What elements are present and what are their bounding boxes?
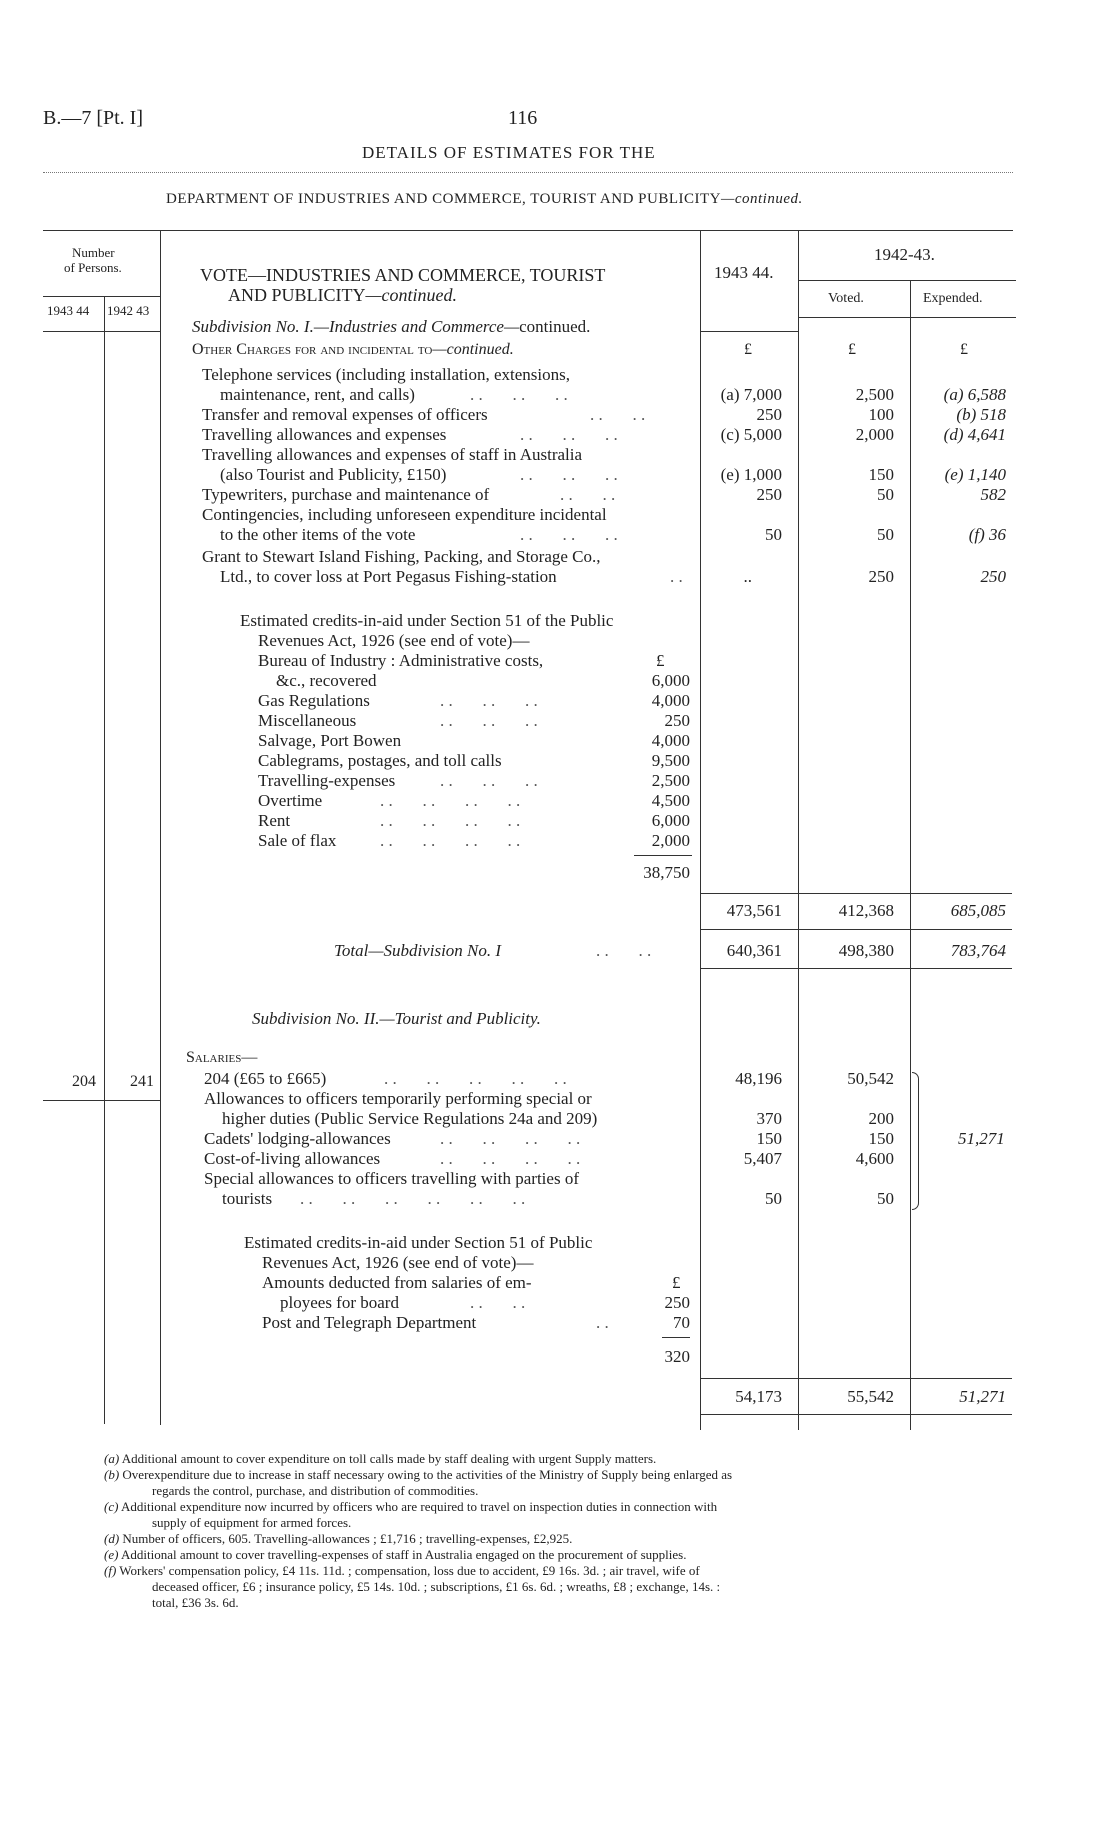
- header-rule: [43, 172, 1013, 173]
- expended-value: (f) 36: [968, 525, 1006, 544]
- subtotal-expended: 685,085: [950, 901, 1006, 920]
- voted-value: 50: [877, 485, 894, 504]
- vote-title: VOTE—INDUSTRIES AND COMMERCE, TOURIST: [200, 265, 606, 285]
- leader-dots: . . . .: [560, 485, 616, 504]
- credit-label: Rent: [258, 811, 291, 830]
- item-label: Telephone services (including installation, extensions,: [202, 365, 570, 384]
- estimate-1943-header: 1943 44.: [714, 263, 774, 282]
- total-2-top-rule: [700, 1378, 1012, 1379]
- estimate-value: ..: [743, 567, 752, 586]
- leader-dots: . . . . . .: [470, 385, 568, 404]
- credit-amount: 4,500: [651, 791, 690, 810]
- persons-1943: 204: [72, 1073, 96, 1090]
- salaries-heading: Salaries—: [186, 1049, 258, 1066]
- estimate-header-bottom-rule: [700, 331, 798, 332]
- estimate-value: (a) 7,000: [720, 385, 782, 404]
- credit-label: Travelling-expenses: [258, 771, 396, 790]
- credits-pound-sign: £: [656, 651, 665, 670]
- credit-amount: 2,500: [651, 771, 690, 790]
- voted-value: 150: [868, 465, 894, 484]
- voted-value: 50: [877, 525, 894, 544]
- footnote-a: (a) Additional amount to cover expenditure on toll calls made by staff dealing with urgent Supply matters.: [104, 1451, 657, 1466]
- leader-dots: . . . . . . . .: [440, 1129, 581, 1148]
- credits-post-label: Post and Telegraph Department: [262, 1313, 477, 1332]
- footnote-c: (c) Additional expenditure now incurred by officers who are required to travel on inspection duties in connection with: [104, 1499, 718, 1514]
- credits-post-amount: 70: [673, 1313, 690, 1332]
- credit-label: Sale of flax: [258, 831, 337, 850]
- document-reference: B.—7 [Pt. I]: [43, 107, 143, 129]
- voted-value: 250: [868, 567, 894, 586]
- estimate-value: 50: [765, 525, 782, 544]
- leader-dots: . .: [670, 567, 683, 586]
- credits-bureau: Bureau of Industry : Administrative costs,: [258, 651, 544, 670]
- persons-1943-header: 1943 44: [47, 303, 90, 318]
- number-of-persons-header-2: of Persons.: [64, 260, 122, 275]
- credits-intro: Estimated credits-in-aid under Section 51 of the Public: [240, 611, 614, 630]
- voted-value: 4,600: [855, 1149, 894, 1168]
- expended-value: (b) 518: [956, 405, 1006, 424]
- leader-dots: . . . .: [470, 1293, 526, 1312]
- item-label: Contingencies, including unforeseen expenditure incidental: [202, 505, 607, 524]
- credits-total: 38,750: [643, 863, 690, 882]
- table-top-rule: [43, 230, 1013, 231]
- sub2-expended-value: 51,271: [958, 1129, 1005, 1148]
- subtotal-bottom-rule: [700, 929, 1012, 930]
- total-voted: 498,380: [838, 941, 894, 960]
- total-1-bottom-rule: [700, 968, 1012, 969]
- leader-dots: . . . . . . . .: [380, 791, 521, 810]
- expended-value: 250: [980, 567, 1006, 586]
- estimate-value: 250: [756, 485, 782, 504]
- persons-rule: [43, 1100, 160, 1101]
- voted-value: 200: [868, 1109, 894, 1128]
- leader-dots: . . . . . . . .: [440, 1149, 581, 1168]
- item-label: Cadets' lodging-allowances: [204, 1129, 391, 1148]
- item-label: Special allowances to officers travelling with parties of: [204, 1169, 579, 1188]
- expended-brace: [912, 1072, 919, 1210]
- persons-header-bottom-rule: [43, 331, 160, 332]
- credits-total-rule: [662, 1337, 690, 1338]
- credit-label: &c., recovered: [276, 671, 377, 690]
- credits-amounts-deducted: Amounts deducted from salaries of em-: [262, 1273, 532, 1292]
- credit-label: Cablegrams, postages, and toll calls: [258, 751, 502, 770]
- total-expended: 783,764: [950, 941, 1006, 960]
- item-label: 204 (£65 to £665): [204, 1069, 327, 1088]
- leader-dots: . .: [596, 1313, 609, 1332]
- credit-label: Gas Regulations: [258, 691, 370, 710]
- credit-label: Overtime: [258, 791, 323, 810]
- expended-value: 582: [980, 485, 1006, 504]
- leader-dots: . . . . . .: [440, 711, 538, 730]
- credits-total: 320: [664, 1347, 690, 1366]
- credit-amount: 250: [664, 711, 690, 730]
- item-label-cont: higher duties (Public Service Regulations 24a and 209): [222, 1109, 598, 1128]
- credits-intro-cont: Revenues Act, 1926 (see end of vote)—: [262, 1253, 534, 1272]
- voted-header-bottom-rule: [798, 317, 1016, 318]
- expended-value: (e) 1,140: [944, 465, 1006, 484]
- credits-board-label: ployees for board: [280, 1293, 399, 1312]
- voted-value: 50: [877, 1189, 894, 1208]
- item-label: Typewriters, purchase and maintenance of: [202, 485, 490, 504]
- item-label: Allowances to officers temporarily performing special or: [204, 1089, 592, 1108]
- year-1942-header: 1942-43.: [874, 245, 935, 264]
- voted-value: 50,542: [847, 1069, 894, 1088]
- pound-sign-estimate: £: [744, 341, 752, 358]
- item-label-cont: tourists: [222, 1189, 273, 1208]
- leader-dots: . . . . . .: [520, 425, 618, 444]
- persons-1942: 241: [130, 1073, 154, 1090]
- estimate-value: 48,196: [735, 1069, 782, 1088]
- credits-intro-cont: Revenues Act, 1926 (see end of vote)—: [258, 631, 530, 650]
- estimate-value: 250: [756, 405, 782, 424]
- credit-amount: 9,500: [651, 751, 690, 770]
- credits-total-rule: [634, 855, 692, 856]
- voted-header: Voted.: [828, 291, 864, 306]
- credit-amount: 4,000: [651, 691, 690, 710]
- persons-1942-header: 1942 43: [107, 303, 150, 318]
- estimate-value: (c) 5,000: [720, 425, 782, 444]
- item-label-cont: to the other items of the vote: [220, 525, 416, 544]
- credits-pound-sign: £: [672, 1273, 681, 1292]
- pound-sign-voted: £: [848, 341, 856, 358]
- leader-dots: . . . . . .: [440, 771, 538, 790]
- total-estimate: 54,173: [735, 1387, 782, 1406]
- item-label: Grant to Stewart Island Fishing, Packing, and Storage Co.,: [202, 547, 601, 566]
- credit-label: Salvage, Port Bowen: [258, 731, 402, 750]
- item-label: Travelling allowances and expenses: [202, 425, 447, 444]
- total-voted: 55,542: [847, 1387, 894, 1406]
- credits-board-amount: 250: [664, 1293, 690, 1312]
- expended-value: (d) 4,641: [943, 425, 1006, 444]
- item-label-cont: maintenance, rent, and calls): [220, 385, 415, 404]
- leader-dots: . . . . . . . . . .: [384, 1069, 567, 1088]
- item-label-cont: Ltd., to cover loss at Port Pegasus Fishing-station: [220, 567, 557, 586]
- persons-year-divider: [104, 296, 105, 1424]
- item-label: Transfer and removal expenses of officers: [202, 405, 488, 424]
- expended-column-divider: [910, 280, 911, 1430]
- persons-subheader-rule: [43, 296, 160, 297]
- total-subdivision-1-label: Total—Subdivision No. I: [334, 941, 502, 960]
- credit-amount: 6,000: [651, 671, 690, 690]
- item-label: Cost-of-living allowances: [204, 1149, 381, 1168]
- expended-header: Expended.: [923, 291, 983, 306]
- footnote-f-cont-2: total, £36 3s. 6d.: [152, 1595, 239, 1610]
- department-title: DEPARTMENT OF INDUSTRIES AND COMMERCE, TOURIST AND PUBLICITY—continued.: [166, 191, 803, 207]
- total-estimate: 640,361: [726, 941, 782, 960]
- leader-dots: . . . .: [596, 941, 652, 960]
- footnote-d: (d) Number of officers, 605. Travelling-allowances ; £1,716 ; travelling-expenses, £2,925.: [104, 1531, 573, 1546]
- pound-sign-expended: £: [960, 341, 968, 358]
- credit-amount: 6,000: [651, 811, 690, 830]
- number-of-persons-header: Number: [72, 245, 115, 260]
- credits-intro: Estimated credits-in-aid under Section 51 of Public: [244, 1233, 593, 1252]
- leader-dots: . . . . . . . .: [380, 811, 521, 830]
- leader-dots: . . . . . . . . . . . .: [300, 1189, 526, 1208]
- credit-amount: 2,000: [651, 831, 690, 850]
- footnote-c-cont: supply of equipment for armed forces.: [152, 1515, 352, 1530]
- subdivision-2-heading: Subdivision No. II.—Tourist and Publicity.: [252, 1009, 541, 1028]
- subtotal-voted: 412,368: [838, 901, 894, 920]
- page-number: 116: [508, 107, 538, 129]
- item-label-cont: (also Tourist and Publicity, £150): [220, 465, 447, 484]
- credit-amount: 4,000: [651, 731, 690, 750]
- estimate-value: 150: [756, 1129, 782, 1148]
- other-charges-heading: Other Charges for and incidental to—continued.: [192, 341, 514, 358]
- leader-dots: . . . .: [590, 405, 646, 424]
- leader-dots: . . . . . .: [440, 691, 538, 710]
- vote-title-line-2: AND PUBLICITY—continued.: [228, 285, 457, 305]
- footnote-f-cont: deceased officer, £6 ; insurance policy, £5 14s. 10d. ; subscriptions, £1 6s. 6d. ; wreaths, £8 ; exchange, 14s. :: [152, 1579, 721, 1594]
- voted-value: 100: [868, 405, 894, 424]
- estimate-value: 50: [765, 1189, 782, 1208]
- persons-column-divider: [160, 230, 161, 1425]
- estimate-value: 370: [756, 1109, 782, 1128]
- footnote-e: (e) Additional amount to cover travelling-expenses of staff in Australia engaged on the procurement of supplies.: [104, 1547, 687, 1562]
- footnote-f: (f) Workers' compensation policy, £4 11s. 11d. ; compensation, loss due to accident, £9 16s. 3d. ; air travel, wife of: [104, 1563, 700, 1578]
- voted-value: 2,500: [855, 385, 894, 404]
- credit-label: Miscellaneous: [258, 711, 357, 730]
- voted-value: 2,000: [855, 425, 894, 444]
- leader-dots: . . . . . . . .: [380, 831, 521, 850]
- item-label: Travelling allowances and expenses of staff in Australia: [202, 445, 583, 464]
- leader-dots: . . . . . .: [520, 465, 618, 484]
- year-header-rule: [798, 280, 1016, 281]
- estimate-value: 5,407: [743, 1149, 782, 1168]
- estimate-value: (e) 1,000: [720, 465, 782, 484]
- leader-dots: . . . . . .: [520, 525, 618, 544]
- subtotal-top-rule: [700, 893, 1012, 894]
- total-2-bottom-rule: [700, 1414, 1012, 1415]
- subtotal-estimate: 473,561: [726, 901, 782, 920]
- voted-value: 150: [868, 1129, 894, 1148]
- total-expended: 51,271: [959, 1387, 1006, 1406]
- expended-value: (a) 6,588: [943, 385, 1006, 404]
- page-title: DETAILS OF ESTIMATES FOR THE: [362, 143, 656, 162]
- subdivision-1-heading: Subdivision No. I.—Industries and Commerce—continued.: [192, 317, 591, 336]
- footnote-b: (b) Overexpenditure due to increase in staff necessary owing to the activities of the Ministry of Supply being enlarged as: [104, 1467, 733, 1482]
- footnote-b-cont: regards the control, purchase, and distribution of commodities.: [152, 1483, 479, 1498]
